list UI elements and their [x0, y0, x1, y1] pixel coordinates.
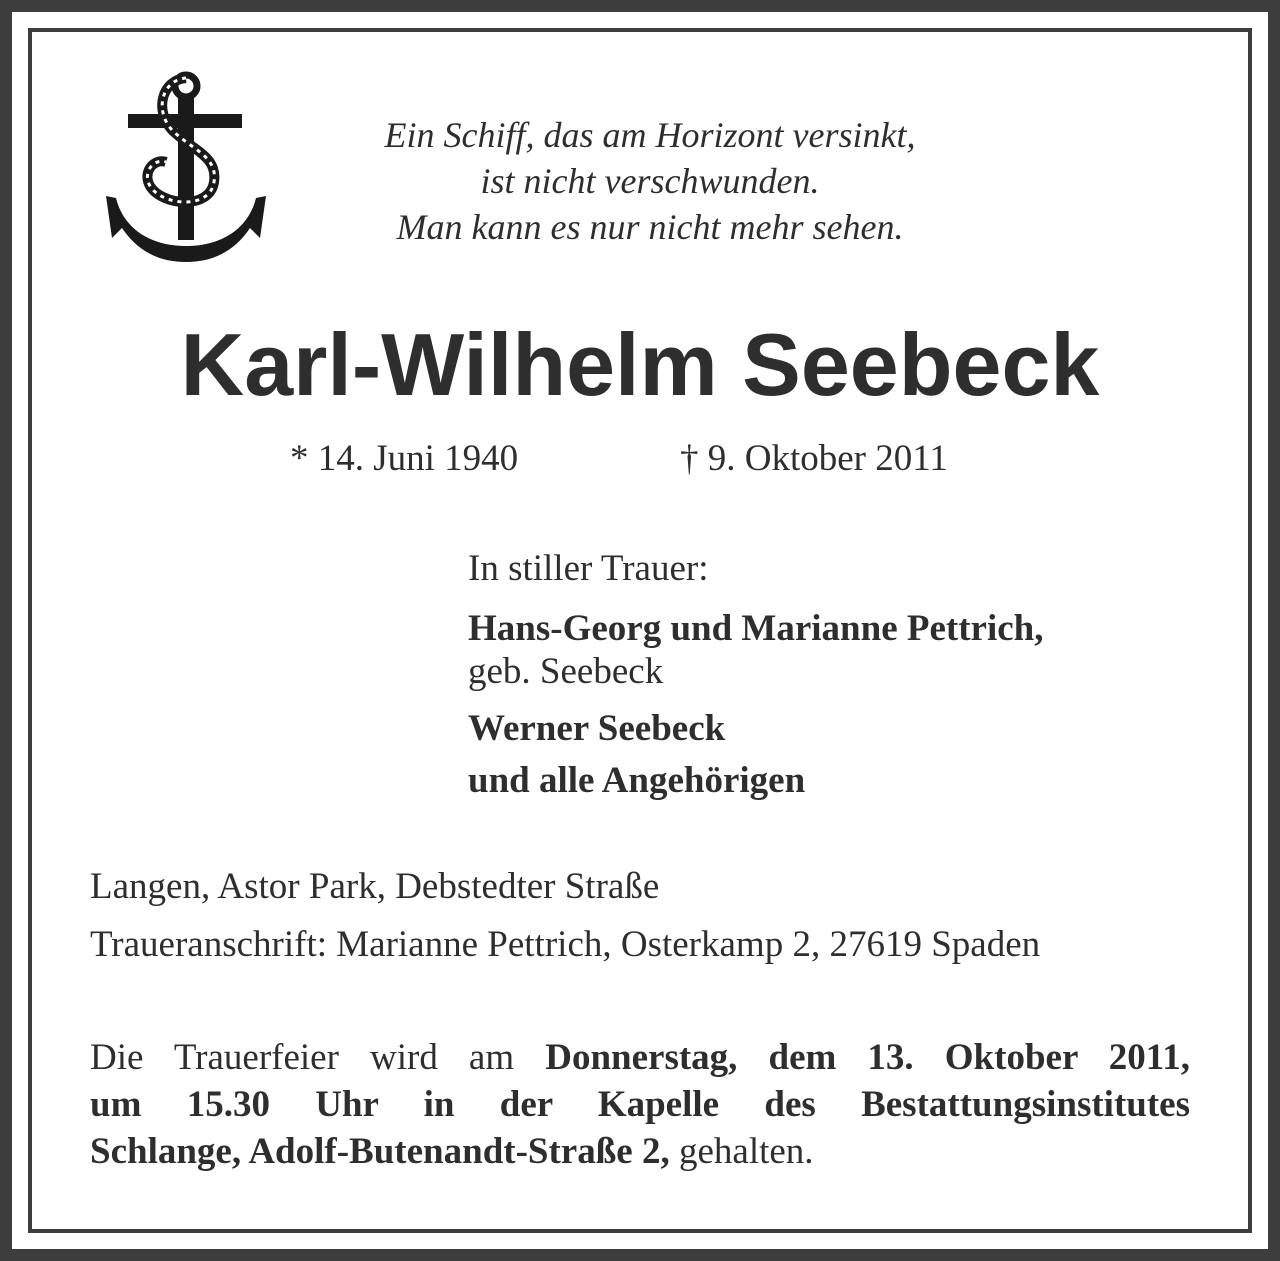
ceremony-address: Schlange, Adolf-Butenandt-Straße 2,	[90, 1131, 670, 1172]
motto-line-1: Ein Schiff, das am Horizont versinkt,	[384, 115, 916, 155]
ceremony-line-1	[90, 1034, 1190, 1081]
ceremony-tail: gehalten.	[669, 1131, 814, 1172]
motto-line-3: Man kann es nur nicht mehr sehen.	[396, 207, 904, 247]
mourners-intro: In stiller Trauer:	[468, 548, 709, 589]
mourner-family-1-note: geb. Seebeck	[468, 651, 664, 692]
place-line: Langen, Astor Park, Debstedter Straße	[90, 866, 660, 907]
birth-date: * 14. Juni 1940	[290, 438, 519, 479]
ceremony-line-2	[90, 1081, 1190, 1128]
ceremony-line-3	[90, 1128, 1190, 1175]
ceremony-date: Donnerstag, dem 13. Oktober 2011,	[545, 1037, 1190, 1078]
mourner-family-2: Werner Seebeck	[468, 708, 726, 749]
mourner-family-1: Hans-Georg und Marianne Pettrich,	[468, 608, 1044, 649]
deceased-name: Karl-Wilhelm Seebeck	[180, 315, 1100, 414]
death-date: † 9. Oktober 2011	[680, 438, 948, 479]
ceremony-time-location: um 15.30 Uhr in der Kapelle des Bestattungsinstitutes	[90, 1084, 1190, 1125]
mourners-block	[468, 546, 1228, 804]
mourning-address: Traueranschrift: Marianne Pettrich, Osterkamp 2, 27619 Spaden	[90, 924, 1041, 965]
motto-line-2: ist nicht verschwunden.	[480, 161, 820, 201]
ceremony-lead: Die Trauerfeier wird am	[90, 1037, 546, 1078]
anchor-with-rope-icon	[102, 70, 270, 268]
ceremony-notice	[90, 1034, 1190, 1175]
motto-quote	[312, 112, 988, 250]
mourner-family-3: und alle Angehörigen	[468, 760, 806, 801]
